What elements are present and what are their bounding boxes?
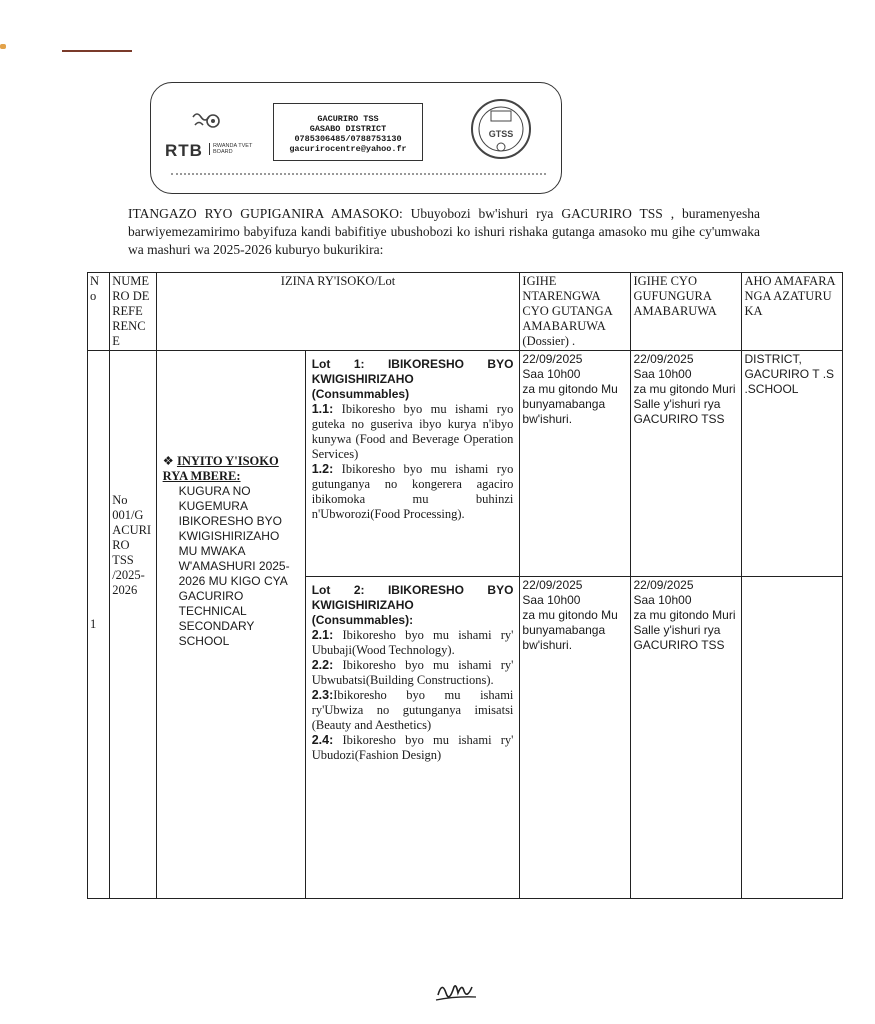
school-phones: 0785306485/0788753130 (294, 134, 402, 144)
lot-1-opening-place: za mu gitondo Muri Salle y'ishuri rya GACURIRO TSS (633, 382, 736, 426)
lot-2-deadline-place: za mu gitondo Mu bunyamabanga bw'ishuri. (522, 608, 618, 652)
lot-1-title: Lot 1: IBIKORESHO BYO KWIGISHIRIZAHO (Consummables) (311, 357, 514, 401)
lot-2-location-empty (742, 577, 843, 899)
lot-2-cell (305, 577, 520, 899)
ink-spot (0, 44, 6, 49)
announcement-intro: ITANGAZO RYO GUPIGANIRA AMASOKO: Ubuyobozi bw'ishuri rya GACURIRO TSS , buramenyesha barwiyemezamirimo babyifuza kandi babifitiye ubushobozi ko ishuri rishaka gutanga amasoko mu gihe cy'umwaka wa mashuri wa 2025-2026 kuburyo bukurikira: (128, 206, 760, 257)
table-row (88, 351, 843, 577)
lot-1-item-1-text: Ibikoresho byo mu ishami ryo guteka no guseriva ibyo kurya n'ibyo kunywa (Food and Beverage Operation Services) (311, 402, 514, 461)
row-number: 1 (88, 351, 110, 899)
seal-text: GTSS (488, 129, 514, 139)
school-district: GASABO DISTRICT (309, 124, 387, 134)
rtb-logo (163, 105, 253, 165)
lot-1-deadline-place: za mu gitondo Mu bunyamabanga bw'ishuri. (522, 382, 618, 426)
letterhead-divider (171, 173, 546, 178)
lot-2-item-2-text: Ibikoresho byo mu ishami ry' Ubwubatsi(Building Constructions). (311, 658, 514, 687)
lot-2-item-3-text: Ibikoresho byo mu ishami ry'Ubwiza no gutunganya imisatsi (Beauty and Aesthetics) (311, 688, 514, 732)
lot-2-title: Lot 2: IBIKORESHO BYO KWIGISHIRIZAHO (Consummables): (311, 583, 514, 627)
lot-2-item-3-num: 2.3: (311, 688, 334, 702)
lot-2-opening-date: 22/09/2025 (633, 578, 694, 592)
lot-2-item-1 (312, 628, 514, 658)
lot-1-item-2 (312, 462, 514, 522)
table-header-row (88, 273, 843, 351)
handwritten-signature (432, 975, 482, 1005)
lot-1-item-2-num: 1.2: (311, 462, 334, 476)
lot-1-opening-time: Saa 10h00 (633, 367, 692, 381)
lot-2-item-2 (312, 658, 514, 688)
lot-2-opening (631, 577, 742, 899)
school-seal-icon (469, 97, 533, 161)
lot-1-deadline-date: 22/09/2025 (522, 352, 583, 366)
market-title: INYITO Y'ISOKO RYA MBERE: (162, 454, 279, 483)
header-reference: NUME RO DE REFE RENC E (110, 273, 156, 351)
letterhead (150, 82, 562, 194)
market-description: KUGURA NO KUGEMURA IBIKORESHO BYO KWIGISHIRIZAHO MU MWAKA W'AMASHURI 2025-2026 MU KIGO CYA GACURIRO TECHNICAL SECONDARY SCHOOL (178, 484, 290, 648)
lot-1-item-1-num: 1.1: (311, 402, 334, 416)
header-location: AHO AMAFARA NGA AZATURU KA (742, 273, 843, 351)
top-line-mark (62, 50, 132, 52)
school-info-box (273, 103, 423, 161)
lot-2-deadline-date: 22/09/2025 (522, 578, 583, 592)
lot-2-deadline-time: Saa 10h00 (522, 593, 581, 607)
lot-2-item-1-num: 2.1: (311, 628, 334, 642)
lot-2-item-2-num: 2.2: (311, 658, 334, 672)
header-lot-name: IZINA RY'ISOKO/Lot (156, 273, 520, 351)
lot-1-cell (305, 351, 520, 577)
school-name: GACURIRO TSS (317, 114, 379, 124)
lot-1-item-2-text: Ibikoresho byo mu ishami ryo gutunganya no kongerera agaciro ibikomoka mu buhinzi n'Ubworozi(Food Processing). (311, 462, 514, 521)
rtb-logo-text: RTB (165, 141, 203, 160)
lot-1-deadline (520, 351, 631, 577)
lot-2-opening-time: Saa 10h00 (633, 593, 692, 607)
lot-2-item-4 (312, 733, 514, 763)
lot-1-deadline-time: Saa 10h00 (522, 367, 581, 381)
market-description-cell (156, 351, 305, 899)
header-deadline: IGIHE NTARENGWA CYO GUTANGA AMABARUWA (Dossier) . (520, 273, 631, 351)
rtb-logo-subtitle: RWANDA TVET BOARD (209, 143, 255, 155)
lot-2-item-3 (312, 688, 514, 733)
lot-1-opening-date: 22/09/2025 (633, 352, 694, 366)
lot-2-deadline (520, 577, 631, 899)
header-opening: IGIHE CYO GUFUNGURA AMABARUWA (631, 273, 742, 351)
tender-table (87, 272, 843, 899)
header-no: N o (88, 273, 110, 351)
row-location: DISTRICT, GACURIRO T .S .SCHOOL (742, 351, 843, 577)
lot-1-opening (631, 351, 742, 577)
rtb-gear-icon (185, 107, 229, 141)
lot-2-opening-place: za mu gitondo Muri Salle y'ishuri rya GACURIRO TSS (633, 608, 736, 652)
lot-2-item-1-text: Ibikoresho byo mu ishami ry' Ububaji(Wood Technology). (311, 628, 514, 657)
school-email: gacurirocentre@yahoo.fr (289, 144, 407, 154)
lot-2-item-4-num: 2.4: (311, 733, 334, 747)
lot-1-item-1 (312, 402, 514, 462)
row-reference: No 001/G ACURI RO TSS /2025- 2026 (110, 351, 156, 899)
lot-2-item-4-text: Ibikoresho byo mu ishami ry' Ubudozi(Fashion Design) (311, 733, 514, 762)
diamond-bullet-icon: ❖ (162, 454, 174, 468)
